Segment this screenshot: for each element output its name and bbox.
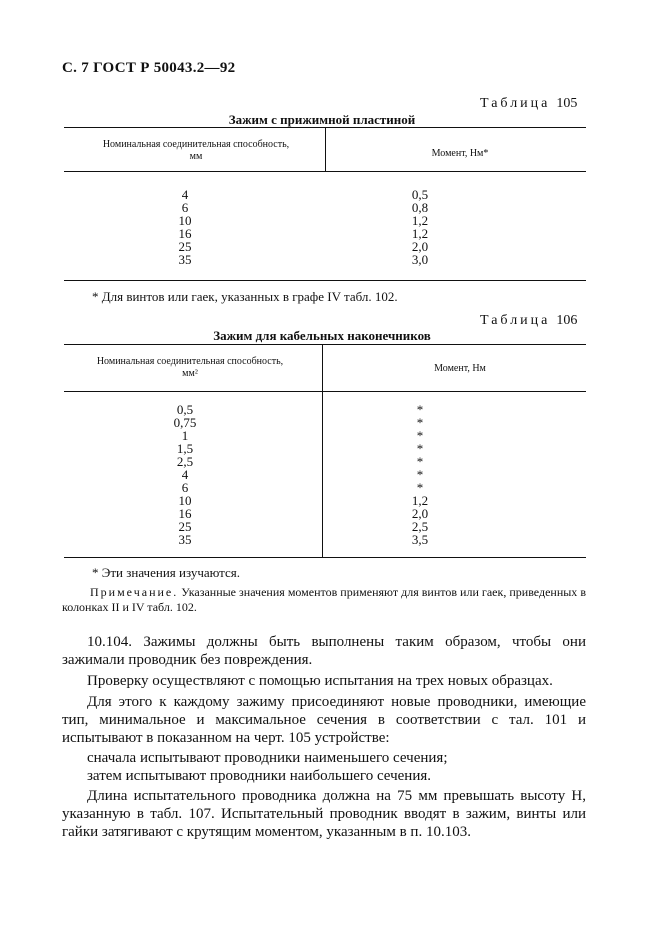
table-105-col2-header: Момент, Нм* — [431, 148, 489, 159]
table-105-size-cell: 6 — [181, 200, 189, 215]
paragraph-verification: Проверку осуществляют с помощью испытания на трех новых образцах. — [87, 673, 553, 689]
table-105-torque-cell: 0,8 — [411, 200, 429, 215]
table-106-torque-cell: 3,5 — [411, 532, 429, 547]
table-105-size-column — [150, 188, 220, 266]
table-105-torque-cell: 3,0 — [411, 252, 429, 267]
table-106-torque-cell: * — [416, 415, 424, 430]
table-106-size-cell: 0,5 — [176, 402, 194, 417]
table-105-size-cell: 4 — [181, 187, 189, 202]
table-106-col2-header: Момент, Нм — [434, 363, 486, 374]
table-105-size-cell: 10 — [178, 213, 192, 228]
table-label-text: Таблица — [480, 96, 551, 111]
table-105-size-cell: 25 — [178, 239, 192, 254]
table-106-size-cell: 25 — [178, 519, 192, 534]
table-105-torque-cell: 2,0 — [411, 239, 429, 254]
table-106-torque-cell: * — [416, 467, 424, 482]
table-106-torque-cell: * — [416, 480, 424, 495]
table-number: 105 — [556, 96, 578, 111]
page-header: С. 7 ГОСТ Р 50043.2—92 — [62, 60, 236, 76]
table-105-torque-cell: 0,5 — [411, 187, 429, 202]
table-106-size-cell: 1 — [181, 428, 189, 443]
table-106-size-cell: 2,5 — [176, 454, 194, 469]
table-106-top-rule — [64, 344, 586, 345]
table-106-col1-header: Номинальная соединительная способность, мм² — [96, 356, 284, 379]
table-105-torque-cell: 1,2 — [411, 213, 429, 228]
table-106-column-divider — [322, 344, 323, 557]
table-106-torque-column — [385, 403, 455, 546]
body-text — [62, 633, 586, 841]
table-105-label — [480, 96, 577, 112]
paragraph-step-largest: затем испытывают проводники наибольшего сечения. — [87, 768, 431, 784]
table-105-col1-header: Номинальная соединительная способность, мм — [102, 139, 290, 162]
table-106-torque-cell: * — [416, 441, 424, 456]
table-106-size-cell: 16 — [178, 506, 192, 521]
table-105-footnote: * Для винтов или гаек, указанных в графе IV табл. 102. — [92, 289, 398, 304]
table-105-column-divider — [325, 127, 326, 171]
table-105-torque-cell: 1,2 — [411, 226, 429, 241]
table-105-torque-column — [385, 188, 455, 266]
table-106-torque-cell: 2,5 — [411, 519, 429, 534]
table-number: 106 — [556, 313, 578, 328]
table-105-header-rule — [64, 171, 586, 172]
table-106-torque-cell: * — [416, 454, 424, 469]
table-106-torque-cell: * — [416, 428, 424, 443]
table-106-torque-cell: 1,2 — [411, 493, 429, 508]
table-105-size-cell: 16 — [178, 226, 192, 241]
paragraph-10-104: 10.104. Зажимы должны быть выполнены таким образом, чтобы они зажимали проводник без повреждения. — [62, 634, 586, 668]
table-106-label — [480, 313, 577, 329]
table-106-size-cell: 6 — [181, 480, 189, 495]
table-label-text: Таблица — [480, 313, 551, 328]
table-106-title: Зажим для кабельных наконечников — [213, 328, 431, 343]
paragraph-step-smallest: сначала испытывают проводники наименьшего сечения; — [87, 750, 448, 766]
table-105-bottom-rule — [64, 280, 586, 281]
paragraph-conductor-length: Длина испытательного проводника должна на 75 мм превышать высоту H, указанную в табл. 107. Испытательный проводник вводят в зажим, винты или гайки затягивают с крутящим моментом, указанным в п. 10.103. — [62, 788, 586, 840]
table-106-size-cell: 35 — [178, 532, 192, 547]
table-106-size-cell: 1,5 — [176, 441, 194, 456]
table-105-size-cell: 35 — [178, 252, 192, 267]
table-106-footnote: * Эти значения изучаются. — [92, 565, 241, 580]
table-106-size-column — [150, 403, 220, 546]
table-106-size-cell: 4 — [181, 467, 189, 482]
table-106-bottom-rule — [64, 557, 586, 558]
table-106-torque-cell: 2,0 — [411, 506, 429, 521]
note-label: Примечание. — [90, 585, 179, 599]
table-106-header-rule — [64, 391, 586, 392]
table-105-title: Зажим с прижимной пластиной — [228, 112, 416, 127]
paragraph-procedure: Для этого к каждому зажиму присоединяют новые проводники, имеющие тип, минимальное и максимальное сечения в соответствии с тал. 101 и испытывают в показанном на черт. 105 устройстве: — [62, 694, 586, 746]
table-106-note — [62, 585, 586, 615]
table-106-torque-cell: * — [416, 402, 424, 417]
table-106-size-cell: 0,75 — [173, 415, 197, 430]
note-text: Указанные значения моментов применяют для винтов или гаек, приведенных в колонках II и IV табл. 102. — [62, 585, 587, 614]
table-106-size-cell: 10 — [178, 493, 192, 508]
